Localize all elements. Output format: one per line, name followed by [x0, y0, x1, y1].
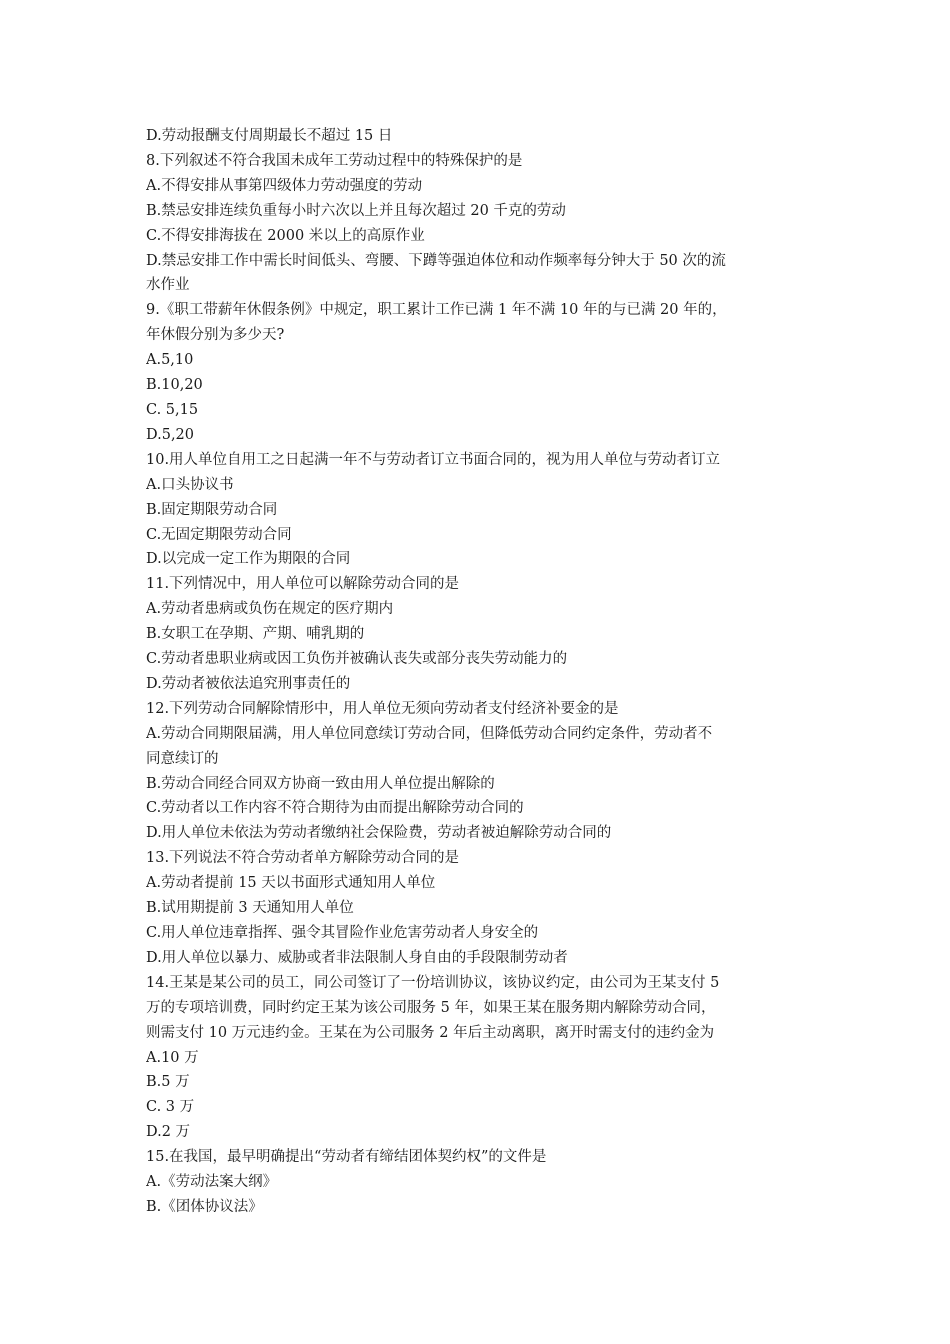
text-line: C. 5,15 [146, 401, 199, 418]
text-line: 14.王某是某公司的员工，同公司签订了一份培训协议，该协议约定，由公司为王某支付 5 [146, 974, 720, 991]
text-line: 8.下列叙述不符合我国未成年工劳动过程中的特殊保护的是 [146, 152, 523, 169]
text-line: D.劳动报酬支付周期最长不超过 15 日 [146, 128, 393, 144]
text-line: B.禁忌安排连续负重每小时六次以上并且每次超过 20 千克的劳动 [146, 202, 566, 219]
document-body [146, 124, 816, 1220]
text-line: B.5 万 [146, 1074, 190, 1091]
text-line: B.劳动合同经合同双方协商一致由用人单位提出解除的 [146, 775, 495, 792]
text-line: 10.用人单位自用工之日起满一年不与劳动者订立书面合同的，视为用人单位与劳动者订立 [146, 451, 721, 468]
text-line: A.劳动者患病或负伤在规定的医疗期内 [146, 601, 394, 618]
text-line: 万的专项培训费，同时约定王某为该公司服务 5 年，如果王某在服务期内解除劳动合同， [146, 999, 716, 1016]
text-line: A.劳动合同期限届满，用人单位同意续订劳动合同，但降低劳动合同约定条件，劳动者不 [146, 725, 713, 742]
text-line: 11.下列情况中，用人单位可以解除劳动合同的是 [146, 576, 460, 593]
text-line: 同意续订的 [146, 750, 219, 767]
text-line: D.用人单位以暴力、威胁或者非法限制人身自由的手段限制劳动者 [146, 949, 568, 966]
text-line: A.《劳动法案大纲》 [146, 1174, 278, 1191]
text-line: B.试用期提前 3 天通知用人单位 [146, 900, 354, 917]
text-line: C.无固定期限劳动合同 [146, 526, 292, 543]
text-line: D.用人单位未依法为劳动者缴纳社会保险费，劳动者被迫解除劳动合同的 [146, 825, 612, 842]
text-line: A.10 万 [146, 1049, 199, 1066]
text-line: B.10,20 [146, 377, 203, 394]
text-line: 12.下列劳动合同解除情形中，用人单位无须向劳动者支付经济补要金的是 [146, 700, 619, 717]
text-line: 则需支付 10 万元违约金。王某在为公司服务 2 年后主动离职，离开时需支付的违约金为 [146, 1024, 715, 1041]
text-line: 15.在我国，最早明确提出“劳动者有缔结团体契约权”的文件是 [146, 1149, 547, 1166]
text-line: 13.下列说法不符合劳动者单方解除劳动合同的是 [146, 850, 460, 867]
text-line: D.5,20 [146, 426, 195, 443]
text-line: C.劳动者以工作内容不符合期待为由而提出解除劳动合同的 [146, 800, 524, 817]
text-line: 年休假分别为多少天? [146, 327, 285, 344]
text-line: B.固定期限劳动合同 [146, 501, 278, 518]
text-line: 水作业 [146, 277, 190, 294]
text-line: D.2 万 [146, 1124, 191, 1141]
text-line: C.劳动者患职业病或因工负伤并被确认丧失或部分丧失劳动能力的 [146, 651, 568, 668]
text-line: B.《团体协议法》 [146, 1198, 263, 1215]
text-line: A.劳动者提前 15 天以书面形式通知用人单位 [146, 875, 436, 892]
text-line: A.5,10 [146, 352, 194, 369]
text-line: A.不得安排从事第四级体力劳动强度的劳动 [146, 177, 423, 194]
text-line: D.劳动者被依法追究刑事责任的 [146, 675, 351, 692]
text-line: 9.《职工带薪年休假条例》中规定，职工累计工作已满 1 年不满 10 年的与已满 20 年的， [146, 302, 727, 319]
text-line: C.不得安排海拔在 2000 米以上的高原作业 [146, 227, 425, 244]
text-line: D.禁忌安排工作中需长时间低头、弯腰、下蹲等强迫体位和动作频率每分钟大于 50 次的流 [146, 252, 726, 269]
text-line: D.以完成一定工作为期限的合同 [146, 551, 351, 568]
text-line: C. 3 万 [146, 1099, 195, 1116]
text-line: B.女职工在孕期、产期、哺乳期的 [146, 626, 365, 643]
text-line: C.用人单位违章指挥、强令其冒险作业危害劳动者人身安全的 [146, 925, 539, 941]
text-line: A.口头协议书 [146, 476, 234, 493]
